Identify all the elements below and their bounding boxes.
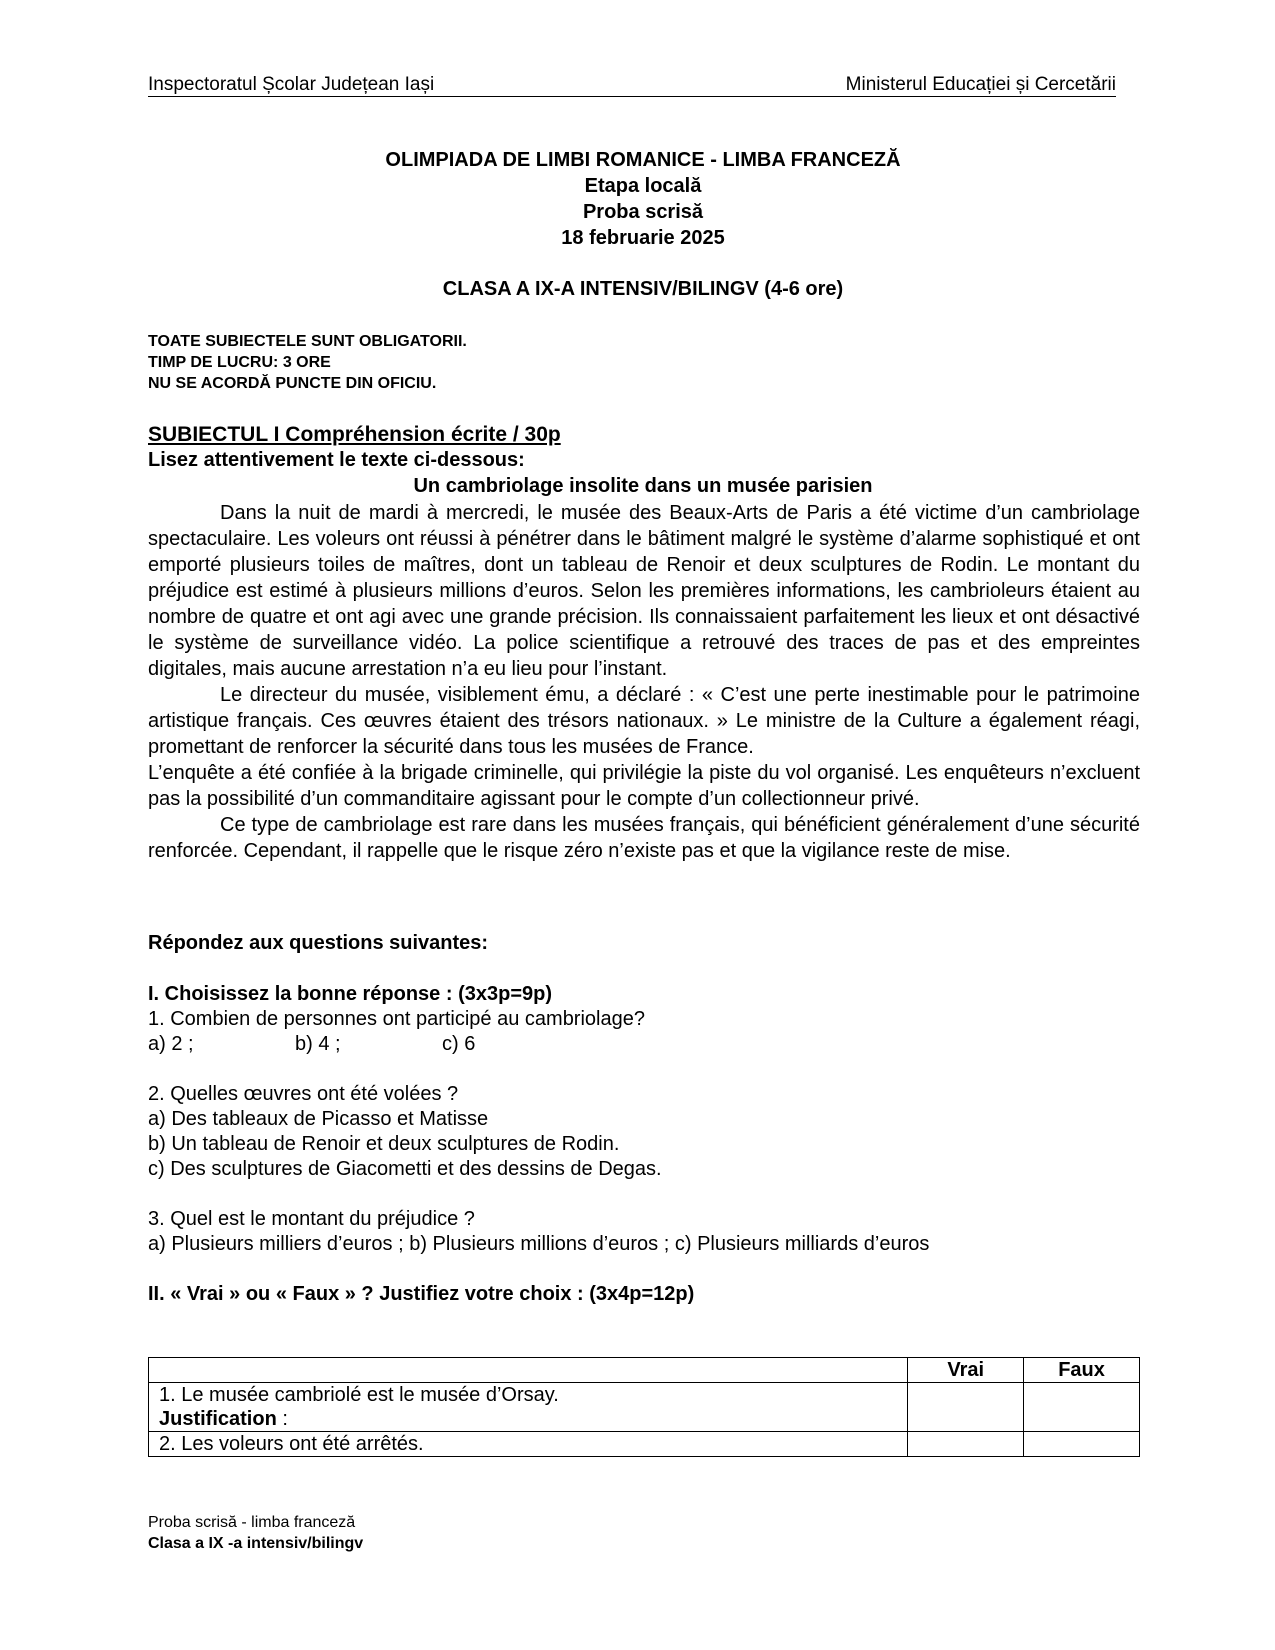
- exam-title: OLIMPIADA DE LIMBI ROMANICE - LIMBA FRANCEZĂ: [385, 149, 901, 171]
- question-2-option-c: c) Des sculptures de Giacometti et des dessins de Degas.: [148, 1158, 662, 1180]
- question-2: 2. Quelles œuvres ont été volées ?: [148, 1083, 459, 1105]
- text-title: Un cambriolage insolite dans un musée parisien: [413, 475, 873, 497]
- section2-title: II. « Vrai » ou « Faux » ? Justifiez votre choix : (3x4p=12p): [148, 1283, 695, 1305]
- option-b: b) 4 ;: [295, 1033, 341, 1055]
- passage-paragraph: Ce type de cambriolage est rare dans les musées français, qui bénéficient généralement d’une sécurité renforcée. Cependant, il rappelle que le risque zéro n’existe pas et que la vigilance reste de mise.: [148, 814, 1140, 862]
- subject1-title: SUBIECTUL I Compréhension écrite / 30p: [148, 423, 561, 446]
- vrai-answer-cell[interactable]: [908, 1383, 1024, 1432]
- question-2-option-a: a) Des tableaux de Picasso et Matisse: [148, 1108, 489, 1130]
- section1-title: I. Choisissez la bonne réponse : (3x3p=9p): [148, 983, 552, 1005]
- true-false-table: [148, 1357, 1140, 1457]
- exam-type: Proba scrisă: [582, 201, 704, 223]
- question-1: 1. Combien de personnes ont participé au cambriolage?: [148, 1008, 645, 1030]
- footer-line: Proba scrisă - limba franceză: [148, 1514, 356, 1531]
- justification-label: Justification: [159, 1408, 277, 1430]
- question-3-options: a) Plusieurs milliers d’euros ; b) Plusieurs millions d’euros ; c) Plusieurs milliards d’euros: [148, 1233, 930, 1255]
- exam-stage: Etapa locală: [584, 175, 702, 197]
- header-inspectorate: Inspectoratul Școlar Județean Iași: [148, 74, 435, 95]
- justification-line: [159, 1407, 897, 1431]
- instructions: [148, 331, 467, 394]
- subject1-subtitle: Lisez attentivement le texte ci-dessous:: [148, 449, 525, 471]
- statement-text: 1. Le musée cambriolé est le musée d’Orsay.: [159, 1384, 559, 1406]
- questions-intro: Répondez aux questions suivantes:: [148, 932, 489, 954]
- passage-paragraph: Dans la nuit de mardi à mercredi, le musée des Beaux-Arts de Paris a été victime d’un cambriolage spectaculaire. Les voleurs ont réussi à pénétrer dans le bâtiment malgré le système d’alarme sophistiqué et ont emporté plusieurs toiles de maîtres, dont un tableau de Renoir et deux sculptures de Rodin. Le montant du préjudice est estimé à plusieurs millions d’euros. Selon les premières informations, les cambrioleurs étaient au nombre de quatre et ont agi avec une grande précision. Ils connaissaient parfaitement les lieux et ont désactivé le système de surveillance vidéo. La police scientifique a retrouvé des traces de pas et des empreintes digitales, mais aucune arrestation n’a eu lieu pour l’instant.: [148, 502, 1140, 680]
- instruction-line: NU SE ACORDĂ PUNCTE DIN OFICIU.: [148, 375, 437, 392]
- faux-answer-cell[interactable]: [1024, 1432, 1140, 1457]
- statement-cell: [149, 1432, 908, 1457]
- footer-class: Clasa a IX -a intensiv/bilingv: [148, 1535, 364, 1552]
- table-row: [149, 1383, 1140, 1432]
- table-row: [149, 1432, 1140, 1457]
- option-a: a) 2 ;: [148, 1033, 194, 1055]
- question-1-options: [148, 1031, 475, 1057]
- table-header-row: [149, 1358, 1140, 1383]
- passage-paragraph: Le directeur du musée, visiblement ému, a déclaré : « C’est une perte inestimable pour le patrimoine artistique français. Ces œuvres étaient des trésors nationaux. » Le ministre de la Culture a également réagi, promettant de renforcer la sécurité dans tous les musées de France.: [148, 684, 1140, 758]
- header-ministry: Ministerul Educației și Cercetării: [845, 74, 1116, 95]
- instruction-line: TIMP DE LUCRU: 3 ORE: [148, 354, 331, 371]
- statement-cell: [149, 1383, 908, 1432]
- column-faux: Faux: [1024, 1358, 1140, 1383]
- class-line: CLASA A IX-A INTENSIV/BILINGV (4-6 ore): [442, 278, 844, 300]
- table-header-empty: [149, 1358, 908, 1383]
- exam-title-block: [148, 147, 1138, 251]
- exam-date: 18 februarie 2025: [561, 227, 725, 249]
- faux-answer-cell[interactable]: [1024, 1383, 1140, 1432]
- vrai-answer-cell[interactable]: [908, 1432, 1024, 1457]
- instruction-line: TOATE SUBIECTELE SUNT OBLIGATORII.: [148, 333, 467, 350]
- page-footer: [148, 1512, 363, 1554]
- statement-text: 2. Les voleurs ont été arrêtés.: [159, 1433, 424, 1455]
- justification-colon: :: [276, 1408, 288, 1430]
- page-header: [148, 74, 1116, 97]
- reading-passage: [148, 500, 1140, 864]
- passage-paragraph: L’enquête a été confiée à la brigade criminelle, qui privilégie la piste du vol organisé. Les enquêteurs n’excluent pas la possibilité d’un commanditaire agissant pour le compte d’un collectionneur privé.: [148, 762, 1140, 810]
- column-vrai: Vrai: [908, 1358, 1024, 1383]
- question-2-option-b: b) Un tableau de Renoir et deux sculptures de Rodin.: [148, 1133, 620, 1155]
- option-c: c) 6: [442, 1033, 476, 1055]
- question-3: 3. Quel est le montant du préjudice ?: [148, 1208, 475, 1230]
